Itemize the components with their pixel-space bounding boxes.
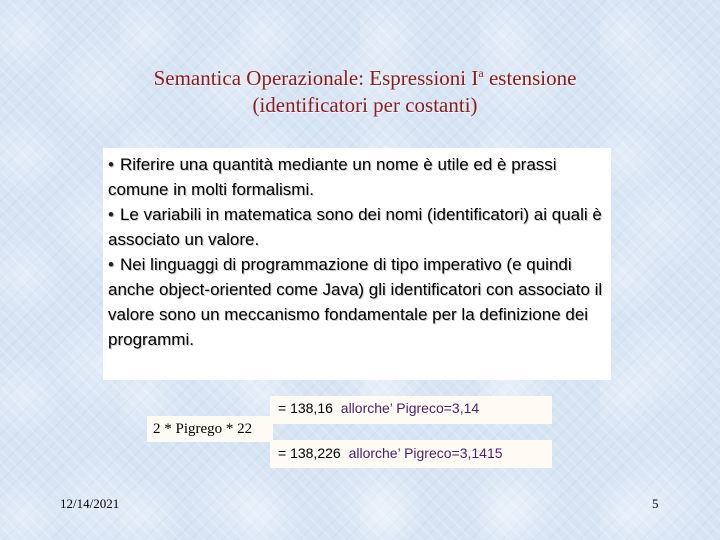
bullet-text: Nei linguaggi di programmazione di tipo imperativo (e quindi anche object-oriented come Java) gli identificatori con associato il valore sono un meccanismo fondamentale per la definizione dei programmi. (108, 255, 603, 349)
slide-title (60, 60, 670, 119)
result-value: = 138,226 (278, 445, 341, 461)
title-line2: (identificatori per costanti) (252, 93, 478, 117)
page-number: 5 (652, 496, 659, 511)
footer-date: 12/14/2021 (60, 496, 120, 511)
result-value: = 138,16 (278, 400, 333, 416)
bullet-icon: • (108, 255, 114, 274)
bullet-item (108, 152, 606, 202)
bullet-icon: • (108, 205, 114, 224)
bullet-text: Riferire una quantità mediante un nome è utile ed è prassi comune in molti formalismi. (108, 155, 557, 199)
title-line1-post: estensione (483, 66, 577, 90)
bullet-text: Le variabili in matematica sono dei nomi (identificatori) ai quali è associato un valore. (108, 205, 602, 249)
title-superscript: a (478, 66, 484, 80)
bullet-list-box (103, 148, 611, 380)
title-line1-pre: Semantica Operazionale: Espressioni I (153, 66, 479, 90)
expression-box (147, 416, 273, 442)
bullet-item (108, 202, 606, 252)
expression-text: 2 * Pigrego * 22 (153, 421, 253, 437)
result-note: allorche’ Pigreco=3,1415 (348, 445, 503, 461)
result-box-second (270, 440, 552, 468)
result-note: allorche’ Pigreco=3,14 (340, 400, 480, 416)
result-box-first (270, 396, 552, 424)
bullet-icon: • (108, 155, 114, 174)
bullet-item (108, 252, 606, 352)
